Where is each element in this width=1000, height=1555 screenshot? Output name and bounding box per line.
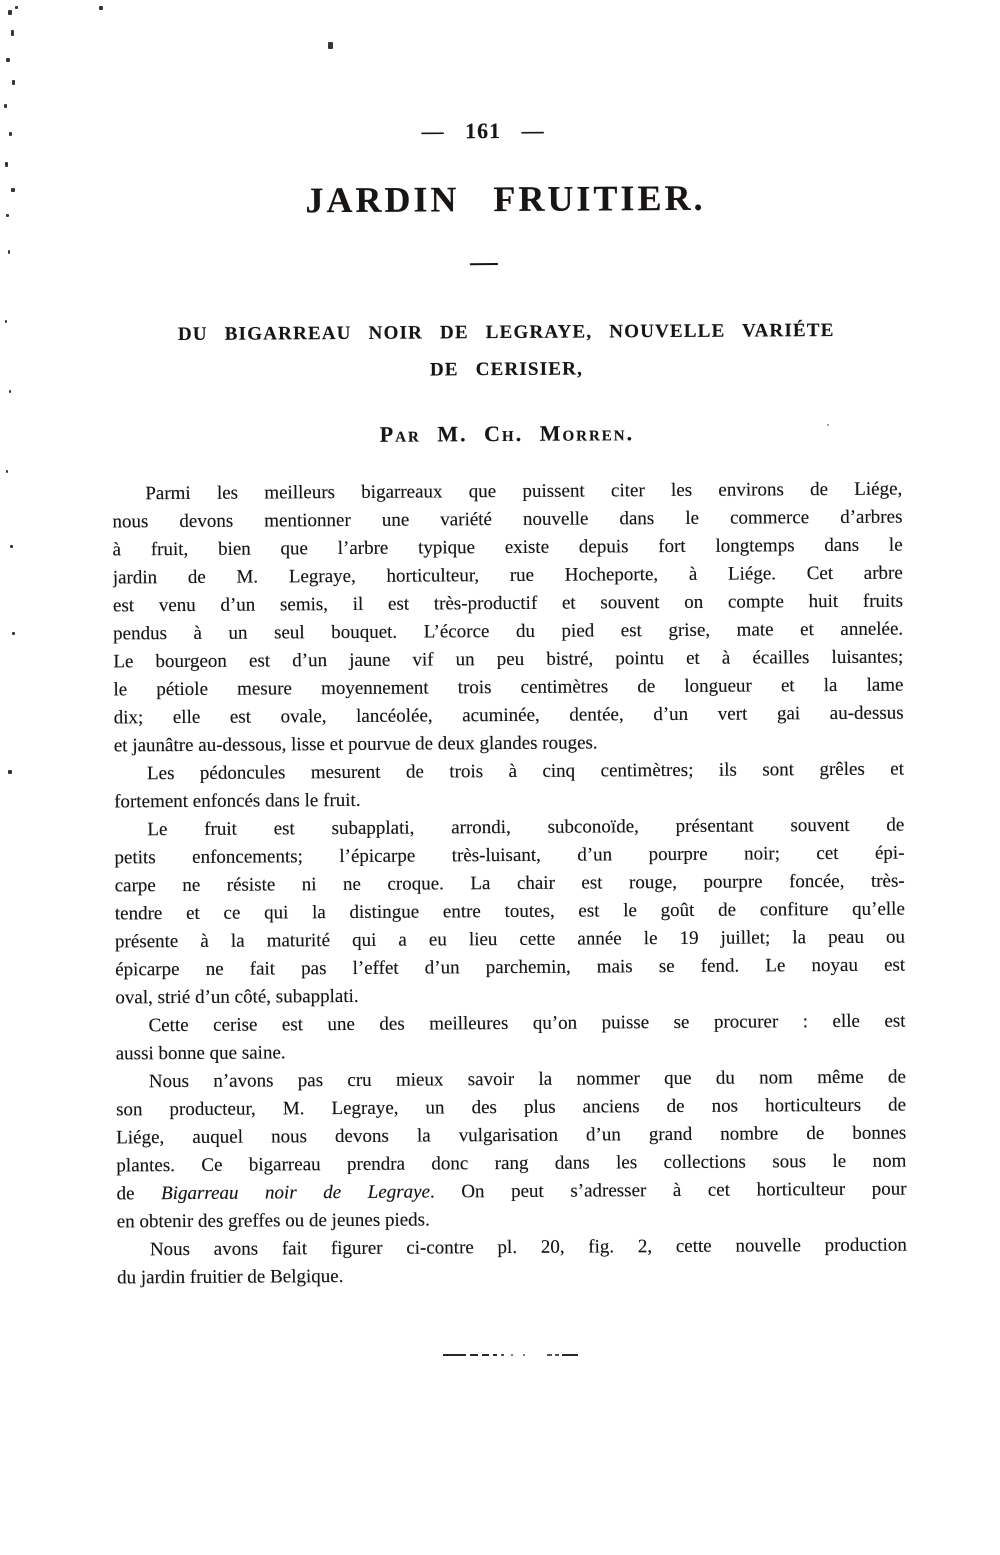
ink-speck — [10, 545, 13, 548]
text-line: plantes. Ce bigarreau prendra donc rang dans les collections sous le nom — [116, 1150, 907, 1177]
article-subtitle — [111, 312, 901, 391]
ink-speck — [11, 30, 14, 36]
text-segment: de — [116, 1183, 162, 1205]
rule-dash — [555, 1354, 559, 1356]
text-line: petits enfoncements; l’épicarpe très-luisant, d’un pourpre noir; cet épi- — [114, 842, 905, 869]
text-line: tendre et ce qui la distingue entre toutes, est le goût de confiture qu’elle — [114, 898, 905, 925]
rule-dash — [562, 1354, 578, 1356]
ink-speck — [8, 250, 10, 254]
text-line: le pétiole mesure moyennement trois centimètres de longueur et la lame — [113, 674, 904, 701]
text-line: est venu d’un semis, il est très-productif et souvent on compte huit fruits — [112, 590, 904, 617]
ink-speck — [11, 188, 15, 192]
paragraph-6 — [117, 1232, 907, 1293]
text-line: Nous avons fait figurer ci-contre pl. 20, fig. 2, cette nouvelle production — [149, 1234, 907, 1261]
rule-dash — [523, 1354, 525, 1356]
article-title: JARDIN FRUITIER. — [305, 177, 706, 221]
paragraph-1 — [112, 476, 904, 761]
text-line: son producteur, M. Legraye, un des plus anciens de nos horticulteurs de — [115, 1094, 907, 1121]
text-line: Nous n’avons pas cru mieux savoir la nommer que du nom même de — [148, 1066, 906, 1093]
rule-dash — [501, 1354, 504, 1356]
text-line: dix; elle est ovale, lancéolée, acuminée, dentée, d’un vert gai au-dessus — [113, 702, 904, 729]
ink-speck — [9, 132, 12, 136]
text-line: nous devons mentionner une variété nouvelle dans le commerce d’arbres — [112, 506, 903, 533]
paragraph-4 — [115, 1008, 905, 1069]
paragraph-5 — [116, 1064, 907, 1237]
text-line: aussi bonne que saine. — [115, 1042, 286, 1065]
rule-dash — [443, 1354, 466, 1356]
ink-speck — [5, 162, 8, 167]
text-line: jardin de M. Legraye, horticulteur, rue Hocheporte, à Liége. Cet arbre — [112, 562, 903, 589]
ink-speck — [12, 632, 15, 635]
author-byline: Par M. Ch. Morren. — [379, 420, 635, 447]
ink-speck — [6, 470, 8, 473]
paragraph-3 — [114, 812, 905, 1013]
ink-speck — [4, 104, 7, 108]
text-line: Le bourgeon est d’un jaune vif un peu bistré, pointu et à écailles luisantes; — [113, 646, 904, 673]
ink-speck — [8, 770, 12, 774]
ink-speck — [328, 42, 333, 49]
article-body — [112, 476, 907, 1293]
text-line: pendus à un seul bouquet. L’écorce du pied est grise, mate et annelée. — [113, 618, 904, 645]
ink-speck — [12, 80, 15, 85]
ink-speck — [5, 320, 7, 323]
title-divider-rule — [470, 263, 498, 265]
text-line: carpe ne résiste ni ne croque. La chair est rouge, pourpre foncée, très- — [114, 870, 905, 897]
paragraph-2 — [114, 756, 904, 817]
subtitle-line-2: DE CERISIER, — [429, 358, 584, 381]
text-line: Liége, auquel nous devons la vulgarisation d’un grand nombre de bonnes — [116, 1122, 907, 1149]
text-line: fortement enfoncés dans le fruit. — [114, 789, 361, 813]
text-line: épicarpe ne fait pas l’effet d’un parchemin, mais se fend. Le noyau est — [115, 954, 906, 981]
ink-speck — [8, 10, 12, 15]
text-line: Cette cerise est une des meilleures qu’on puisse se procurer : elle est — [148, 1010, 906, 1037]
text-line: et jaunâtre au-dessous, lisse et pourvue de deux glandes rouges. — [113, 732, 598, 757]
rule-dash — [493, 1354, 497, 1356]
page-content — [110, 116, 907, 1293]
italic-cultivar-name: Bigarreau noir de Legraye — [161, 1181, 431, 1205]
rule-dash — [470, 1354, 478, 1356]
text-line: à fruit, bien que l’arbre typique existe depuis fort longtemps dans le — [112, 534, 903, 561]
rule-dash — [511, 1354, 513, 1356]
page-number: — 161 — — [421, 117, 545, 144]
text-line: présente à la maturité qui a eu lieu cette année le 19 juillet; la peau ou — [114, 926, 906, 953]
text-line: Le fruit est subapplati, arrondi, subconoïde, présentant souvent de — [147, 814, 905, 841]
subtitle-line-1: DU BIGARREAU NOIR DE LEGRAYE, NOUVELLE VARIÉTE — [177, 319, 835, 346]
rule-dash — [482, 1354, 489, 1356]
text-line: oval, strié d’un côté, subapplati. — [115, 985, 359, 1009]
text-line: du jardin fruitier de Belgique. — [117, 1266, 344, 1289]
rule-dash — [547, 1354, 552, 1356]
ink-speck — [9, 390, 11, 393]
ink-speck — [6, 58, 10, 62]
text-line: en obtenir des greffes ou de jeunes pieds. — [116, 1209, 430, 1233]
text-line-with-italic — [116, 1176, 906, 1209]
end-of-article-rule — [443, 1353, 578, 1356]
text-line: Les pédoncules mesurent de trois à cinq centimètres; ils sont grêles et — [146, 758, 905, 785]
ink-speck — [15, 6, 18, 9]
ink-speck — [6, 214, 9, 217]
ink-speck — [99, 6, 103, 10]
text-segment: . On peut s’adresser à cet horticulteur pour — [429, 1178, 907, 1203]
text-line: Parmi les meilleurs bigarreaux que puissent citer les environs de Liége, — [145, 478, 903, 505]
